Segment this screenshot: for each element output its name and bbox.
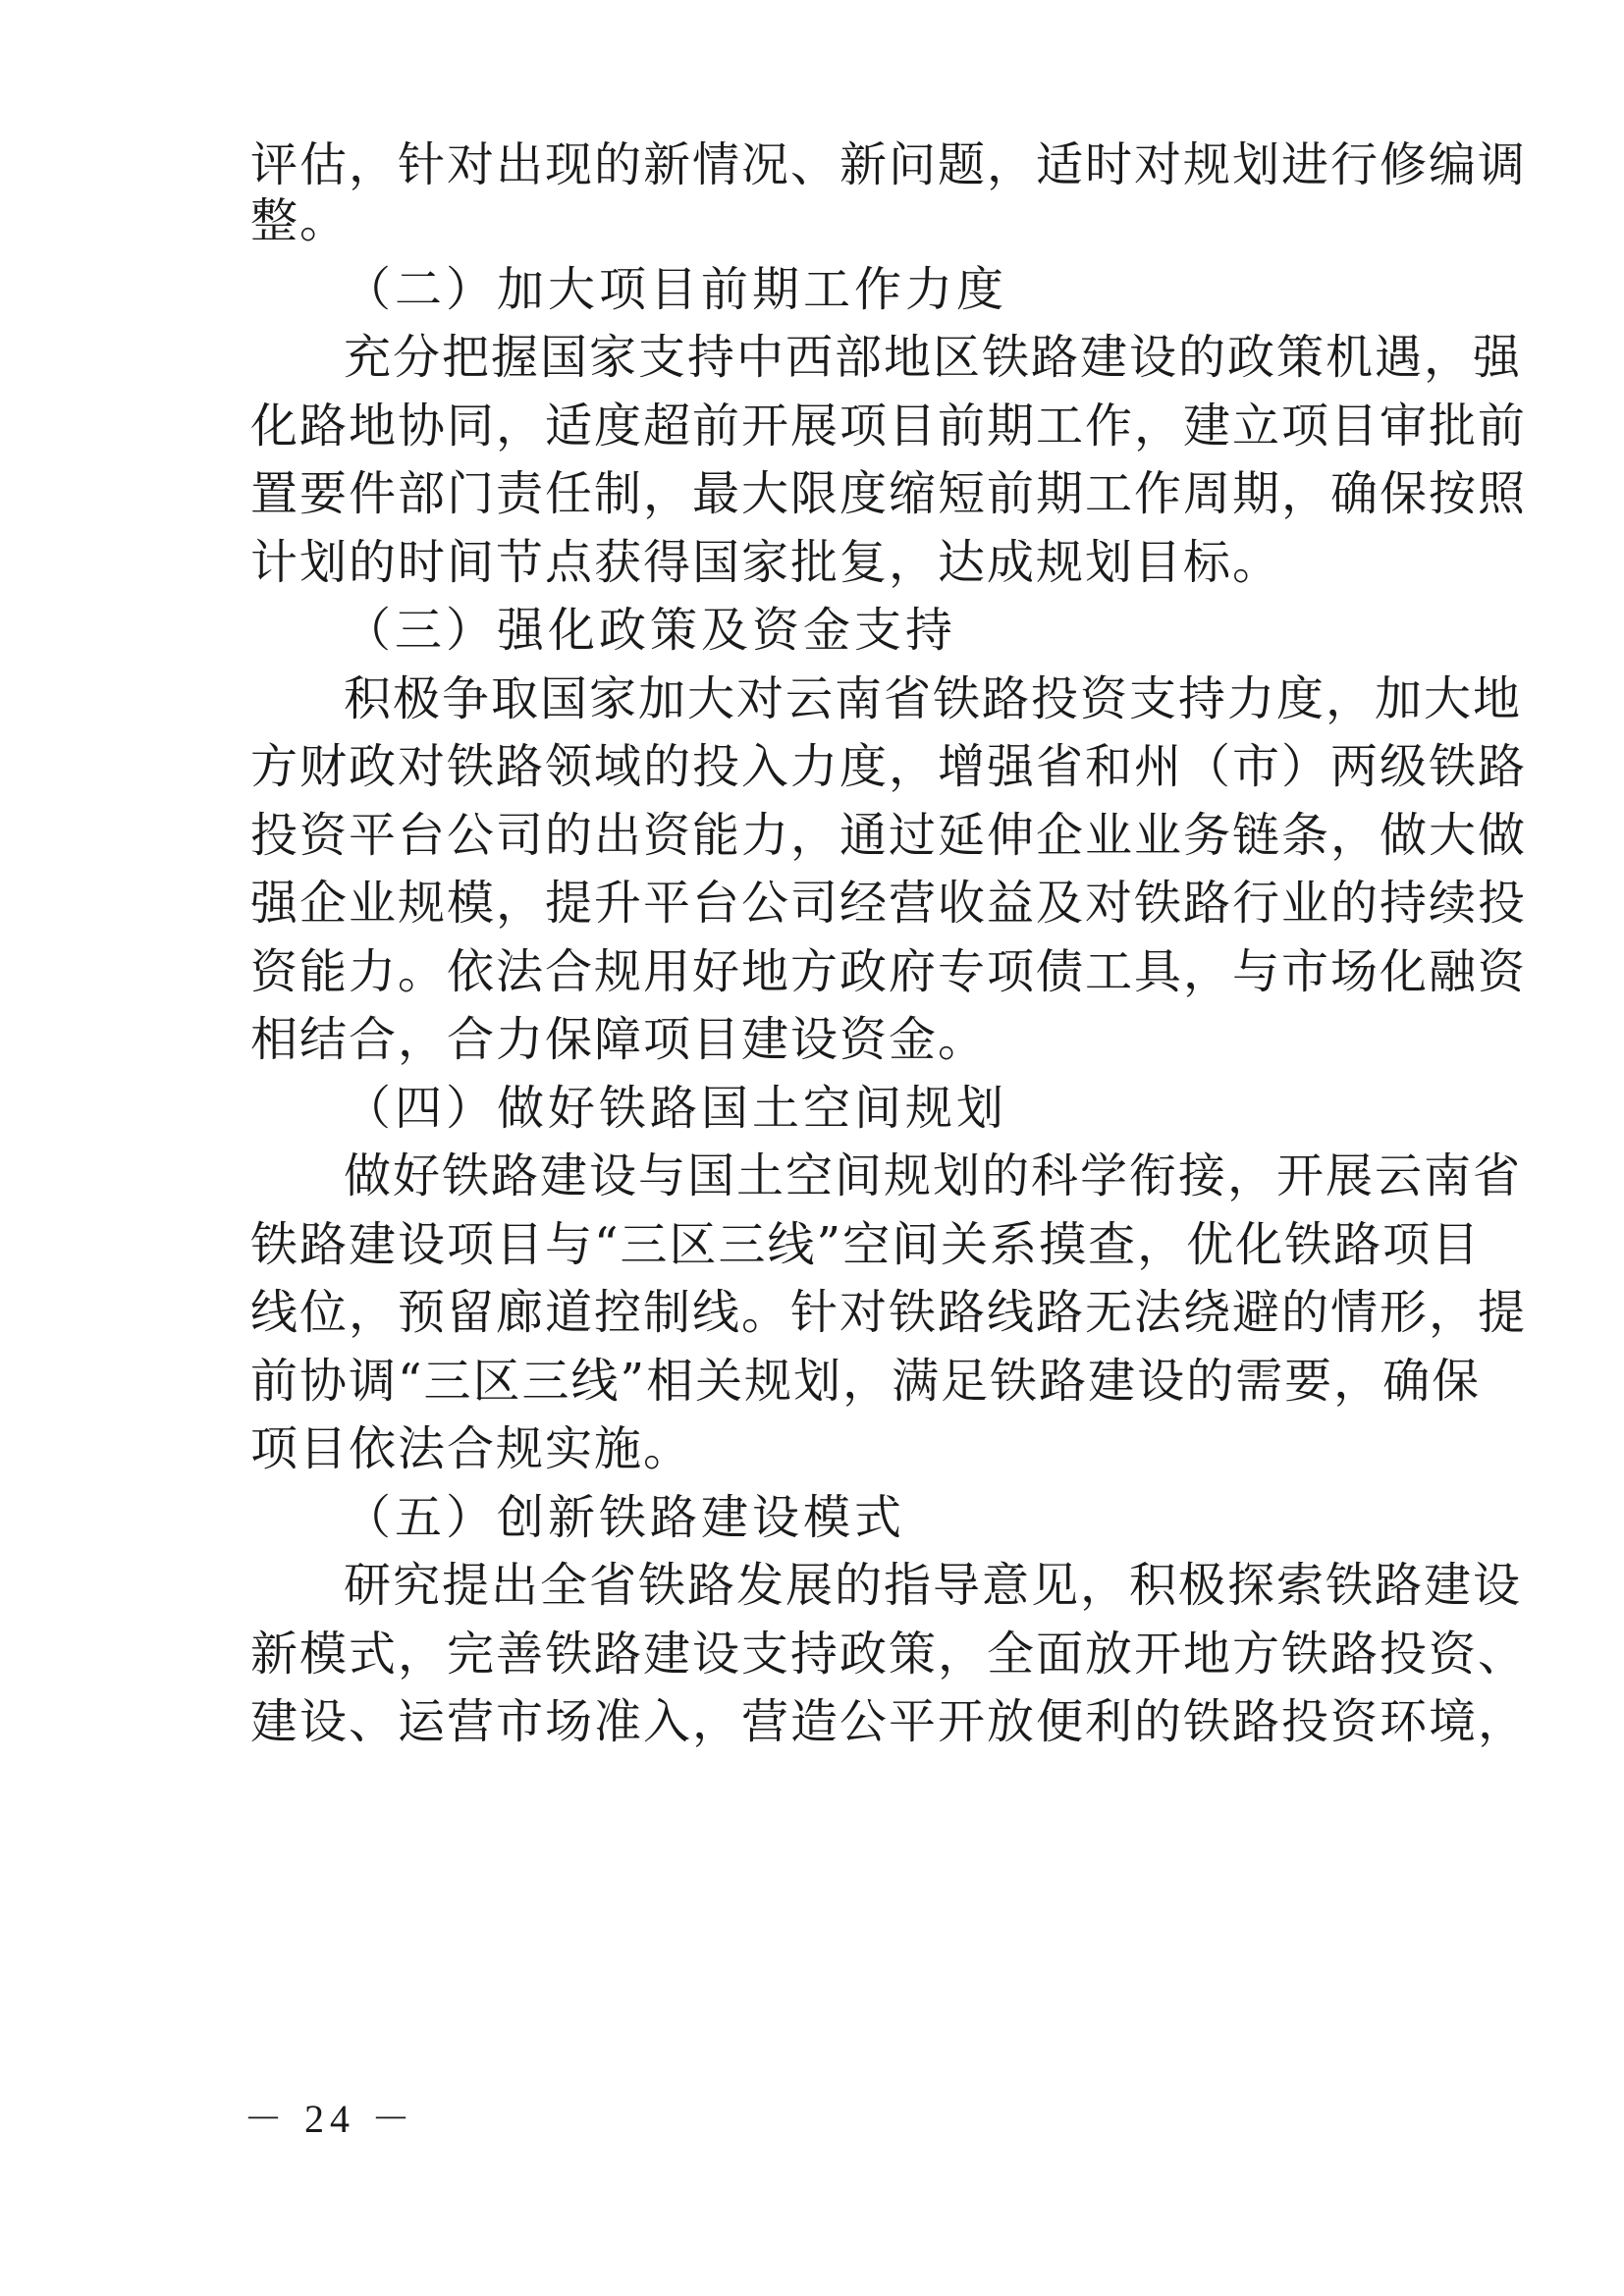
paragraph-line: 强企业规模，提升平台公司经营收益及对铁路行业的持续投 — [250, 876, 1528, 931]
paragraph-line: 研究提出全省铁路发展的指导意见，积极探索铁路建设 — [344, 1558, 1523, 1613]
section-heading: （二）加大项目前期工作力度 — [344, 262, 1008, 317]
paragraph-line: 积极争取国家加大对云南省铁路投资支持力度，加大地 — [344, 671, 1523, 726]
paragraph-line: 充分把握国家支持中西部地区铁路建设的政策机遇，强 — [344, 330, 1523, 385]
paragraph-line: 计划的时间节点获得国家批复，达成规划目标。 — [250, 535, 1282, 590]
section-heading: （三）强化政策及资金支持 — [344, 603, 957, 658]
section-heading: （五）创新铁路建设模式 — [344, 1490, 906, 1545]
paragraph-line: 置要件部门责任制，最大限度缩短前期工作周期，确保按照 — [250, 466, 1528, 521]
paragraph-line: 相结合，合力保障项目建设资金。 — [250, 1012, 988, 1067]
paragraph-line: 项目依法合规实施。 — [250, 1421, 693, 1476]
paragraph-line: 投资平台公司的出资能力，通过延伸企业业务链条，做大做 — [250, 808, 1528, 863]
paragraph-line: 建设、运营市场准入，营造公平开放便利的铁路投资环境， — [250, 1694, 1528, 1749]
paragraph-line: 线位，预留廊道控制线。针对铁路线路无法绕避的情形，提 — [250, 1285, 1528, 1340]
paragraph-line: 前协调“三区三线”相关规划，满足铁路建设的需要，确保 — [250, 1354, 1482, 1409]
paragraph-line: 化路地协同，适度超前开展项目前期工作，建立项目审批前 — [250, 399, 1528, 454]
paragraph-line: 整。 — [250, 193, 350, 248]
section-heading: （四）做好铁路国土空间规划 — [344, 1081, 1008, 1136]
paragraph-line: 新模式，完善铁路建设支持政策，全面放开地方铁路投资、 — [250, 1627, 1528, 1682]
paragraph-line: 做好铁路建设与国土空间规划的科学衔接，开展云南省 — [344, 1148, 1523, 1203]
paragraph-line: 资能力。依法合规用好地方政府专项债工具，与市场化融资 — [250, 944, 1528, 999]
paragraph-line: 铁路建设项目与“三区三线”空间关系摸查，优化铁路项目 — [250, 1217, 1482, 1272]
paragraph-line: 方财政对铁路领域的投入力度，增强省和州（市）两级铁路 — [250, 739, 1528, 794]
paragraph-line: 评估，针对出现的新情况、新问题，适时对规划进行修编调 — [250, 137, 1528, 192]
page-number: － 24 － — [244, 2097, 416, 2141]
